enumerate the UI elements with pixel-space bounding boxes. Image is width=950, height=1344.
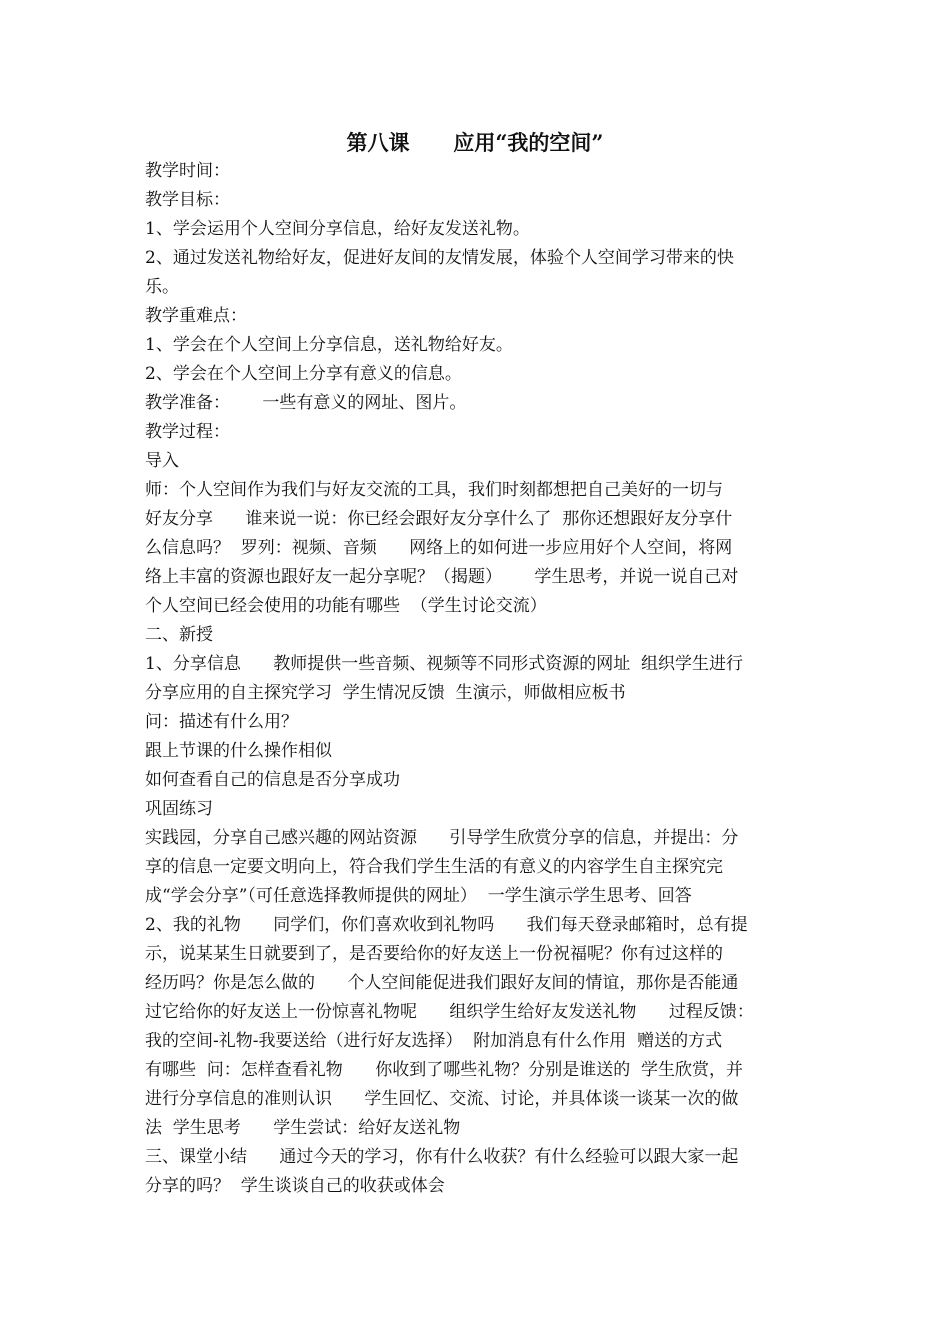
body-line: 2、学会在个人空间上分享有意义的信息。 xyxy=(145,364,462,384)
body-line: 教学时间： xyxy=(145,161,230,181)
body-line: 教学目标： xyxy=(145,190,230,210)
body-line: 经历吗？你是怎么做的 个人空间能促进我们跟好友间的情谊，那你是否能通 xyxy=(145,973,739,993)
body-line: 如何查看自己的信息是否分享成功 xyxy=(145,770,400,790)
body-line: 享的信息一定要文明向上，符合我们学生生活的有意义的内容学生自主探究完 xyxy=(145,857,723,877)
body-line: 实践园，分享自己感兴趣的网站资源 引导学生欣赏分享的信息，并提出：分 xyxy=(145,828,739,848)
body-line: 教学过程： xyxy=(145,422,230,442)
body-line: 过它给你的好友送上一份惊喜礼物呢 组织学生给好友发送礼物 过程反馈： xyxy=(145,1002,754,1022)
body-line: 教学重难点： xyxy=(145,306,247,326)
body-line: 乐。 xyxy=(145,277,179,297)
body-line: 1、学会运用个人空间分享信息，给好友发送礼物。 xyxy=(145,219,530,239)
body-line: 络上丰富的资源也跟好友一起分享呢？（揭题） 学生思考，并说一说自己对 xyxy=(145,567,739,587)
body-line: 示，说某某生日就要到了，是否要给你的好友送上一份祝福呢？你有过这样的 xyxy=(145,944,723,964)
lesson-title: 第八课 应用“我的空间” xyxy=(346,130,604,155)
body-line: 2、我的礼物 同学们，你们喜欢收到礼物吗 我们每天登录邮箱时，总有提 xyxy=(145,915,748,935)
body-line: 导入 xyxy=(145,451,179,471)
body-line: 我的空间-礼物-我要送给（进行好友选择） 附加消息有什么作用 赠送的方式 xyxy=(145,1031,723,1051)
body-line: 个人空间已经会使用的功能有哪些 （学生讨论交流） xyxy=(145,596,547,616)
body-line: 分享的吗？ 学生谈谈自己的收获或体会 xyxy=(145,1176,445,1196)
body-line: 跟上节课的什么操作相似 xyxy=(145,741,332,761)
body-line: 法 学生思考 学生尝试：给好友送礼物 xyxy=(145,1118,461,1138)
body-line: 三、课堂小结 通过今天的学习，你有什么收获？有什么经验可以跟大家一起 xyxy=(145,1147,739,1167)
body-line: 问：描述有什么用？ xyxy=(145,712,298,732)
body-line: 1、学会在个人空间上分享信息，送礼物给好友。 xyxy=(145,335,513,355)
body-line: 师：个人空间作为我们与好友交流的工具，我们时刻都想把自己美好的一切与 xyxy=(145,480,723,500)
lesson-body xyxy=(145,157,813,1201)
body-line: 好友分享 谁来说一说：你已经会跟好友分享什么了 那你还想跟好友分享什 xyxy=(145,509,733,529)
body-line: 2、通过发送礼物给好友，促进好友间的友情发展，体验个人空间学习带来的快 xyxy=(145,248,734,268)
body-line: 二、新授 xyxy=(145,625,213,645)
body-line: 分享应用的自主探究学习 学生情况反馈 生演示，师做相应板书 xyxy=(145,683,626,703)
body-line: 巩固练习 xyxy=(145,799,213,819)
body-line: 进行分享信息的准则认识 学生回忆、交流、讨论，并具体谈一谈某一次的做 xyxy=(145,1089,739,1109)
body-line: 教学准备： 一些有意义的网址、图片。 xyxy=(145,393,467,413)
body-line: 成“学会分享”（可任意选择教师提供的网址） 一学生演示学生思考、回答 xyxy=(145,886,692,906)
body-line: 1、分享信息 教师提供一些音频、视频等不同形式资源的网址 组织学生进行 xyxy=(145,654,744,674)
body-line: 么信息吗？ 罗列：视频、音频 网络上的如何进一步应用好个人空间，将网 xyxy=(145,538,733,558)
body-line: 有哪些 问：怎样查看礼物 你收到了哪些礼物？分别是谁送的 学生欣赏，并 xyxy=(145,1060,744,1080)
